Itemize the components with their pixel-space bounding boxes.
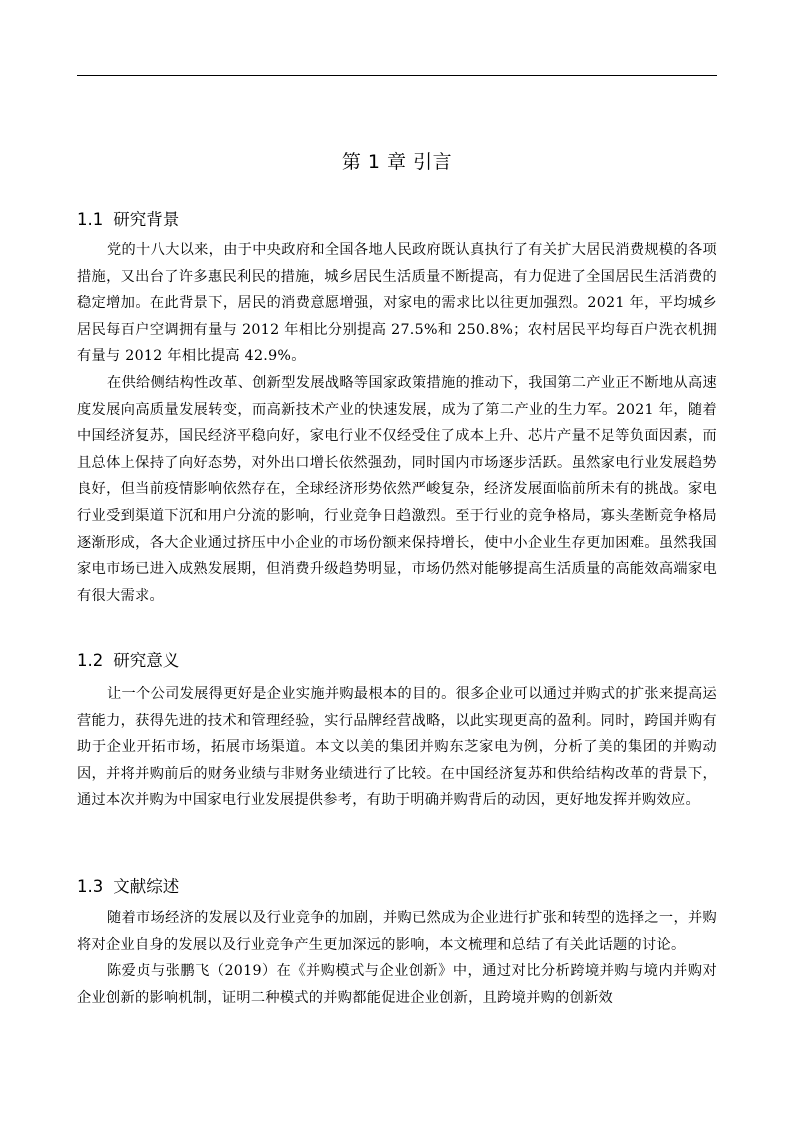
paragraph: 让一个公司发展得更好是企业实施并购最根本的目的。很多企业可以通过并购式的扩张来提高运营能力，获得先进的技术和管理经验，实行品牌经营战略，以此实现更高的盈利。同时，跨国并购有助于企业开拓市场，拓展市场渠道。本文以美的集团并购东芝家电为例，分析了美的集团的并购动因，并将并购前后的财务业绩与非财务业绩进行了比较。在中国经济复苏和供给结构改革的背景下，通过本次并购为中国家电行业发展提供参考，有助于明确并购背后的动因，更好地发挥并购效应。 xyxy=(77,686,717,809)
chapter-title: 第 1 章 引言 xyxy=(341,151,453,173)
section-title: 研究意义 xyxy=(113,651,180,670)
paragraph: 在供给侧结构性改革、创新型发展战略等国家政策措施的推动下，我国第二产业正不断地从高速度发展向高质量发展转变，而高新技术产业的快速发展，成为了第二产业的生力军。2021 年，随着中国经济复苏，国民经济平稳向好，家电行业不仅经受住了成本上升、芯片产量不足等负面因素，而且总体上保持了向好态势，对外出口增长依然强劲，同时国内市场逐步活跃。虽然家电行业发展趋势良好，但当前疫情影响依然存在，全球经济形势依然严峻复杂，经济发展面临前所未有的挑战。家电行业受到渠道下沉和用户分流的影响，行业竞争日趋激烈。至于行业的竞争格局，寡头垄断竞争格局逐渐形成，各大企业通过挤压中小企业的市场份额来保持增长，使中小企业生存更加困难。虽然我国家电市场已进入成熟发展期，但消费升级趋势明显，市场仍然对能够提高生活质量的高能效高端家电有很大需求。 xyxy=(77,374,717,604)
header-rule xyxy=(77,75,717,76)
paragraph: 党的十八大以来，由于中央政府和全国各地人民政府既认真执行了有关扩大居民消费规模的各项措施，又出台了许多惠民利民的措施，城乡居民生活质量不断提高，有力促进了全国居民生活消费的稳定增加。在此背景下，居民的消费意愿增强，对家电的需求比以往更加强烈。2021 年，平均城乡居民每百户空调拥有量与 2012 年相比分别提高 27.5%和 250.8%；农村居民平均每百户洗衣机拥有量与 2012 年相比提高 42.9%。 xyxy=(77,242,717,365)
paragraph: 陈爱贞与张鹏飞（2019）在《并购模式与企业创新》中，通过对比分析跨境并购与境内并购对企业创新的影响机制，证明二种模式的并购都能促进企业创新，且跨境并购的创新效 xyxy=(77,963,717,1006)
section-title: 研究背景 xyxy=(113,210,180,229)
section-number: 1.1 xyxy=(77,210,104,229)
section-heading xyxy=(77,875,717,899)
section-research-background xyxy=(77,208,717,609)
section-literature-review xyxy=(77,875,717,1011)
section-number: 1.3 xyxy=(77,877,104,896)
section-heading xyxy=(77,208,717,232)
section-number: 1.2 xyxy=(77,651,104,670)
section-heading xyxy=(77,649,717,673)
section-research-significance xyxy=(77,649,717,814)
paragraph: 随着市场经济的发展以及行业竞争的加剧，并购已然成为企业进行扩张和转型的选择之一，并购将对企业自身的发展以及行业竞争产生更加深远的影响，本文梳理和总结了有关此话题的讨论。 xyxy=(77,910,717,953)
section-title: 文献综述 xyxy=(113,877,180,896)
